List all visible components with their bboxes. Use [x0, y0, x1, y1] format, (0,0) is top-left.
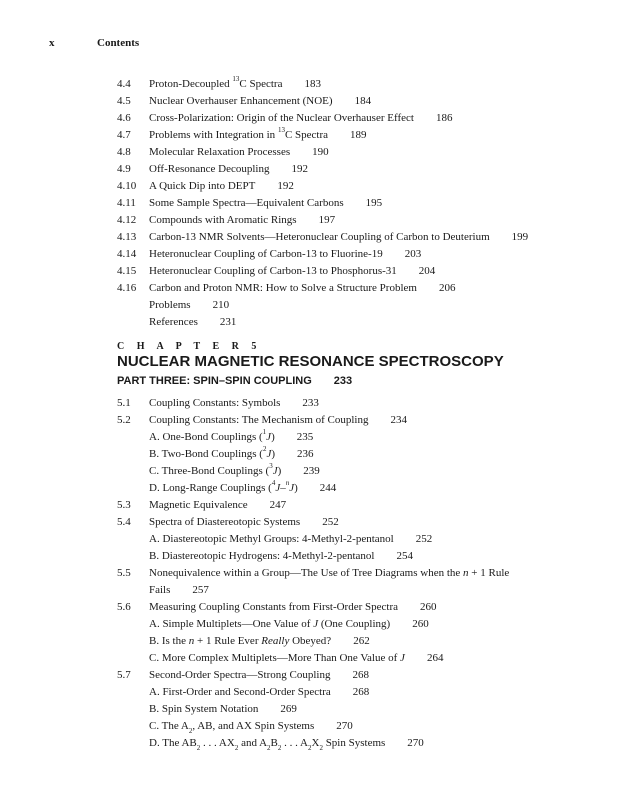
- section-title: Nonequivalence within a Group—The Use of Tree Diagrams when the n + 1 Rule: [149, 567, 510, 579]
- page-number: 195: [365, 197, 383, 209]
- section-title: Heteronuclear Coupling of Carbon-13 to Fluorine-19 203: [149, 248, 422, 260]
- part-page-number: 233: [333, 375, 353, 387]
- page-number: 204: [418, 265, 436, 277]
- page-number: 244: [319, 482, 337, 494]
- page-number: 192: [291, 163, 308, 175]
- section-title: Spectra of Diastereotopic Systems 252: [149, 516, 339, 528]
- section-number: 4.7: [117, 129, 131, 141]
- page-number: 252: [415, 533, 433, 545]
- section-title: A Quick Dip into DEPT 192: [149, 180, 294, 192]
- section-title: Problems 210: [149, 299, 230, 311]
- section-title: C. Three-Bond Couplings ($^3$J) 239: [149, 462, 320, 477]
- running-header: [49, 37, 139, 49]
- section-number: 4.10: [117, 180, 137, 192]
- section-title: C. The $A_2$, AB, and AX Spin Systems 270: [149, 720, 353, 736]
- section-title: Molecular Relaxation Processes 190: [149, 146, 329, 158]
- section-title: Some Sample Spectra—Equivalent Carbons 195: [149, 197, 383, 209]
- page-number: 260: [420, 601, 437, 613]
- page-number: 235: [296, 431, 314, 443]
- section-number: 4.8: [117, 146, 131, 158]
- section-number: 5.7: [117, 669, 131, 681]
- section-title: Measuring Coupling Constants from First-Order Spectra 260: [149, 601, 437, 613]
- section-number: 5.3: [117, 499, 131, 511]
- section-number: 4.12: [117, 214, 137, 226]
- page-number: x: [49, 37, 55, 49]
- section-title: Carbon and Proton NMR: How to Solve a Structure Problem 206: [149, 282, 456, 294]
- page-number: 268: [352, 669, 369, 681]
- page-number: 247: [269, 499, 287, 511]
- section-number: 4.15: [117, 265, 137, 277]
- page-number: 257: [192, 584, 209, 596]
- section-number: 4.4: [117, 78, 131, 90]
- section-number: 5.6: [117, 601, 131, 613]
- section-number: 5.5: [117, 567, 131, 579]
- page-number: 206: [438, 282, 456, 294]
- page-number: 189: [350, 129, 367, 141]
- section-title: Carbon-13 NMR Solvents—Heteronuclear Coupling of Carbon to Deuterium 199: [149, 231, 529, 243]
- part-title-text: PART THREE: SPIN–SPIN COUPLING: [117, 375, 312, 387]
- section-title: Heteronuclear Coupling of Carbon-13 to Phosphorus-31 204: [149, 265, 436, 277]
- section-number: 4.9: [117, 163, 131, 175]
- section-title: Second-Order Spectra—Strong Coupling 268: [149, 669, 369, 681]
- page-number: 184: [354, 95, 372, 107]
- page-number: 192: [277, 180, 294, 192]
- section-title: B. Diastereotopic Hydrogens: 4-Methyl-2-pentanol 254: [149, 550, 413, 562]
- running-title: Contents: [97, 37, 140, 49]
- section-title: Problems with Integration in $^{13}$C Spectra 189: [149, 126, 367, 141]
- section-number: 5.2: [117, 414, 131, 426]
- page-number: 268: [352, 686, 370, 698]
- section-title: References 231: [149, 316, 237, 328]
- page-number: 233: [302, 397, 319, 409]
- section-title: C. More Complex Multiplets—More Than One Value of J 264: [149, 652, 444, 664]
- page-number: 270: [407, 737, 424, 749]
- section-number: 4.13: [117, 231, 137, 243]
- page-number: 199: [511, 231, 529, 243]
- page-number: 260: [412, 618, 429, 630]
- page-number: 234: [390, 414, 407, 426]
- section-title: Proton-Decoupled $^{13}$C Spectra 183: [149, 75, 321, 90]
- section-number: 4.5: [117, 95, 131, 107]
- section-title: Fails 257: [149, 584, 209, 596]
- part-title: [117, 375, 352, 387]
- section-number: 5.4: [117, 516, 131, 528]
- section-title: Off-Resonance Decoupling 192: [149, 163, 308, 175]
- section-number: 4.14: [117, 248, 137, 260]
- page-number: 190: [312, 146, 329, 158]
- section-number: 4.11: [117, 197, 136, 209]
- chapter-label: C H A P T E R 5: [117, 341, 262, 352]
- page-number: 239: [303, 465, 320, 477]
- page-number: 203: [404, 248, 422, 260]
- page-number: 183: [304, 78, 321, 90]
- page-number: 197: [318, 214, 336, 226]
- section-number: 4.16: [117, 282, 137, 294]
- section-title: D. Long-Range Couplings ($^4$J–$^n$J) 244: [149, 479, 337, 494]
- page-number: 252: [322, 516, 339, 528]
- section-title: D. The $AB_2$ . . . $AX_2$ and $A_2B_2$ . . . $A_2X_2$ Spin Systems 270: [149, 737, 424, 753]
- section-title: Cross-Polarization: Origin of the Nuclear Overhauser Effect 186: [149, 112, 453, 124]
- page-number: 236: [297, 448, 314, 460]
- section-title: Coupling Constants: The Mechanism of Coupling 234: [149, 414, 407, 426]
- section-title: Compounds with Aromatic Rings 197: [149, 214, 336, 226]
- page-number: 262: [353, 635, 370, 647]
- section-number: 4.6: [117, 112, 131, 124]
- section-title: B. Spin System Notation 269: [149, 703, 297, 715]
- page-number: 210: [212, 299, 230, 311]
- page-number: 269: [280, 703, 297, 715]
- section-title: A. One-Bond Couplings ($^1$J) 235: [149, 428, 314, 443]
- section-title: Coupling Constants: Symbols 233: [149, 397, 319, 409]
- section-title: B. Is the n + 1 Rule Ever Really Obeyed? 262: [149, 635, 370, 647]
- section-number: 5.1: [117, 397, 131, 409]
- section-title: A. Simple Multiplets—One Value of J (One Coupling) 260: [149, 618, 429, 630]
- section-title: A. Diastereotopic Methyl Groups: 4-Methyl-2-pentanol 252: [149, 533, 433, 545]
- page-number: 264: [426, 652, 444, 664]
- section-title: B. Two-Bond Couplings ($^2$J) 236: [149, 445, 314, 460]
- section-title: Magnetic Equivalence 247: [149, 499, 287, 511]
- page-number: 231: [219, 316, 237, 328]
- section-title: Nuclear Overhauser Enhancement (NOE) 184: [149, 95, 372, 107]
- chapter-title: NUCLEAR MAGNETIC RESONANCE SPECTROSCOPY: [117, 353, 504, 370]
- page-number: 186: [435, 112, 453, 124]
- page-number: 270: [336, 720, 353, 732]
- section-title: A. First-Order and Second-Order Spectra 268: [149, 686, 370, 698]
- page-number: 254: [396, 550, 413, 562]
